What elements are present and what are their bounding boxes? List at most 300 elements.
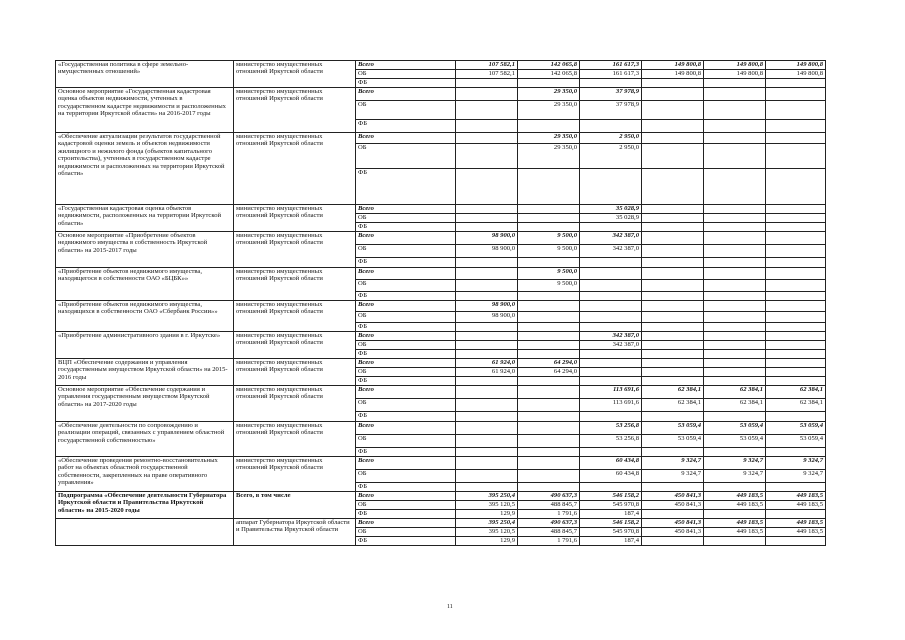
amount-cell: 1 791,6 — [518, 510, 580, 519]
amount-cell: 98 900,0 — [456, 245, 518, 258]
amount-cell: 64 294,0 — [518, 368, 580, 377]
amount-cell — [704, 120, 766, 133]
amount-cell — [456, 214, 518, 223]
measure-name — [56, 519, 234, 546]
amount-cell — [766, 537, 826, 546]
amount-cell: 342 387,0 — [580, 332, 642, 341]
measure-name: Основное мероприятие «Государственная кадастровая оценка объектов недвижимости, учтенных в государственном кадастре недвижимости и расположенных на территории Иркутской области» на 2016-2017 годы — [56, 88, 234, 133]
funding-source: ОБ — [356, 214, 456, 223]
responsible-executor: министерство имущественных отношений Иркутской области — [234, 457, 356, 492]
amount-cell — [704, 144, 766, 169]
amount-cell — [580, 483, 642, 492]
amount-cell — [456, 88, 518, 101]
amount-cell — [704, 133, 766, 144]
amount-cell — [456, 133, 518, 144]
amount-cell — [580, 412, 642, 422]
amount-cell: 60 434,8 — [580, 470, 642, 483]
table-row — [56, 61, 826, 70]
amount-cell — [642, 537, 704, 546]
measure-name: «Обеспечение деятельности по сопровождению и реализации операций, связанных с управлением областной государственной собственностью» — [56, 422, 234, 457]
amount-cell — [456, 223, 518, 232]
measure-name: «Государственная кадастровая оценка объектов недвижимости, расположенных на территории Иркутской области» — [56, 205, 234, 232]
amount-cell: 62 384,1 — [642, 399, 704, 412]
amount-cell — [518, 312, 580, 323]
amount-cell — [704, 101, 766, 120]
table-row — [56, 133, 826, 144]
amount-cell — [580, 323, 642, 332]
amount-cell — [704, 79, 766, 88]
amount-cell — [766, 483, 826, 492]
funding-source: Всего — [356, 386, 456, 399]
amount-cell — [456, 341, 518, 350]
responsible-executor: министерство имущественных отношений Иркутской области — [234, 386, 356, 422]
amount-cell — [518, 323, 580, 332]
amount-cell — [456, 470, 518, 483]
measure-name: «Государственная политика в сфере земельно-имущественных отношений» — [56, 61, 234, 88]
budget-table — [55, 60, 826, 546]
amount-cell: 490 637,3 — [518, 492, 580, 501]
amount-cell — [642, 258, 704, 268]
funding-source: ОБ — [356, 435, 456, 448]
amount-cell — [580, 258, 642, 268]
funding-source: Всего — [356, 205, 456, 214]
amount-cell: 35 028,9 — [580, 214, 642, 223]
amount-cell — [766, 323, 826, 332]
amount-cell — [766, 280, 826, 292]
amount-cell: 546 158,2 — [580, 519, 642, 528]
amount-cell — [766, 292, 826, 301]
amount-cell: 450 841,3 — [642, 501, 704, 510]
amount-cell — [518, 435, 580, 448]
amount-cell: 61 924,0 — [456, 368, 518, 377]
amount-cell: 53 256,8 — [580, 422, 642, 435]
amount-cell: 129,9 — [456, 510, 518, 519]
table-row — [56, 301, 826, 312]
amount-cell: 395 120,5 — [456, 501, 518, 510]
amount-cell: 449 183,5 — [704, 519, 766, 528]
amount-cell: 9 324,7 — [704, 470, 766, 483]
amount-cell — [518, 120, 580, 133]
amount-cell — [456, 144, 518, 169]
responsible-executor: Всего, в том числе — [234, 492, 356, 519]
amount-cell: 395 250,4 — [456, 519, 518, 528]
amount-cell — [642, 214, 704, 223]
page-number: 11 — [447, 604, 453, 610]
table-row — [56, 422, 826, 435]
table-row — [56, 457, 826, 470]
amount-cell: 449 183,5 — [704, 501, 766, 510]
amount-cell: 149 800,8 — [704, 70, 766, 79]
amount-cell — [456, 412, 518, 422]
amount-cell — [518, 470, 580, 483]
amount-cell — [642, 412, 704, 422]
funding-source: ОБ — [356, 144, 456, 169]
amount-cell — [704, 412, 766, 422]
amount-cell: 62 384,1 — [704, 386, 766, 399]
amount-cell — [456, 483, 518, 492]
amount-cell: 9 500,0 — [518, 245, 580, 258]
amount-cell — [456, 169, 518, 205]
amount-cell — [518, 483, 580, 492]
amount-cell: 449 183,5 — [704, 528, 766, 537]
funding-source: ОБ — [356, 312, 456, 323]
amount-cell: 53 256,8 — [580, 435, 642, 448]
amount-cell — [456, 268, 518, 280]
amount-cell — [642, 312, 704, 323]
funding-source: ОБ — [356, 528, 456, 537]
amount-cell: 53 059,4 — [704, 422, 766, 435]
responsible-executor: министерство имущественных отношений Иркутской области — [234, 232, 356, 268]
amount-cell — [642, 223, 704, 232]
amount-cell — [642, 359, 704, 368]
amount-cell: 449 183,5 — [766, 492, 826, 501]
amount-cell — [518, 301, 580, 312]
amount-cell: 161 617,3 — [580, 61, 642, 70]
amount-cell — [766, 245, 826, 258]
amount-cell: 9 324,7 — [766, 470, 826, 483]
responsible-executor: министерство имущественных отношений Иркутской области — [234, 133, 356, 205]
amount-cell — [518, 223, 580, 232]
amount-cell: 62 384,1 — [704, 399, 766, 412]
funding-source: ФБ — [356, 510, 456, 519]
amount-cell — [580, 268, 642, 280]
amount-cell: 113 691,6 — [580, 386, 642, 399]
amount-cell — [518, 448, 580, 457]
amount-cell: 490 637,3 — [518, 519, 580, 528]
amount-cell — [766, 377, 826, 386]
funding-source: ФБ — [356, 120, 456, 133]
table-row — [56, 386, 826, 399]
amount-cell — [766, 101, 826, 120]
table-row — [56, 359, 826, 368]
amount-cell: 395 250,4 — [456, 492, 518, 501]
measure-name: «Приобретение объектов недвижимого имущества, находящихся в собственности ОАО «Сбербанк России»» — [56, 301, 234, 332]
amount-cell — [456, 79, 518, 88]
amount-cell: 149 800,8 — [766, 70, 826, 79]
amount-cell — [456, 120, 518, 133]
measure-name: Основное мероприятие «Обеспечение содержания и управления государственным имуществом Иркутской области» на 2017-2020 годы — [56, 386, 234, 422]
amount-cell — [642, 245, 704, 258]
amount-cell — [518, 377, 580, 386]
amount-cell — [704, 245, 766, 258]
amount-cell — [704, 350, 766, 359]
amount-cell: 129,9 — [456, 537, 518, 546]
amount-cell — [642, 232, 704, 245]
funding-source: ФБ — [356, 412, 456, 422]
amount-cell — [518, 350, 580, 359]
funding-source: Всего — [356, 332, 456, 341]
amount-cell — [580, 350, 642, 359]
amount-cell — [642, 144, 704, 169]
funding-source: ФБ — [356, 292, 456, 301]
amount-cell — [642, 120, 704, 133]
responsible-executor: аппарат Губернатора Иркутской области и Правительства Иркутской области — [234, 519, 356, 546]
amount-cell — [580, 292, 642, 301]
amount-cell: 342 387,0 — [580, 232, 642, 245]
amount-cell — [642, 323, 704, 332]
amount-cell — [766, 359, 826, 368]
amount-cell: 37 978,9 — [580, 101, 642, 120]
amount-cell — [456, 101, 518, 120]
amount-cell — [456, 457, 518, 470]
amount-cell — [704, 268, 766, 280]
amount-cell — [766, 350, 826, 359]
amount-cell: 342 387,0 — [580, 245, 642, 258]
amount-cell — [766, 79, 826, 88]
table-row — [56, 332, 826, 341]
amount-cell: 37 978,9 — [580, 88, 642, 101]
amount-cell — [642, 133, 704, 144]
measure-name: «Обеспечение актуализации результатов государственной кадастровой оценки земель и объектов недвижимости жилищного и нежилого фонда (объектов капитального строительства), учтенных в государственном кадастре недвижимости и расположенных на территории Иркутской области» — [56, 133, 234, 205]
funding-source: ФБ — [356, 448, 456, 457]
funding-source: Всего — [356, 492, 456, 501]
funding-source: ОБ — [356, 70, 456, 79]
amount-cell — [766, 223, 826, 232]
amount-cell: 53 059,4 — [766, 435, 826, 448]
responsible-executor: министерство имущественных отношений Иркутской области — [234, 88, 356, 133]
funding-source: Всего — [356, 61, 456, 70]
amount-cell — [766, 144, 826, 169]
amount-cell — [580, 223, 642, 232]
amount-cell: 29 350,0 — [518, 144, 580, 169]
amount-cell: 449 183,5 — [766, 501, 826, 510]
amount-cell — [518, 205, 580, 214]
amount-cell: 149 800,8 — [642, 70, 704, 79]
amount-cell: 9 324,7 — [642, 457, 704, 470]
amount-cell — [518, 258, 580, 268]
amount-cell: 29 350,0 — [518, 101, 580, 120]
amount-cell: 9 500,0 — [518, 268, 580, 280]
amount-cell — [518, 422, 580, 435]
amount-cell — [518, 457, 580, 470]
funding-source: ОБ — [356, 101, 456, 120]
funding-source: ОБ — [356, 501, 456, 510]
amount-cell — [518, 169, 580, 205]
amount-cell: 342 387,0 — [580, 341, 642, 350]
responsible-executor: министерство имущественных отношений Иркутской области — [234, 422, 356, 457]
funding-source: Всего — [356, 359, 456, 368]
amount-cell — [642, 88, 704, 101]
amount-cell — [642, 377, 704, 386]
amount-cell: 450 841,3 — [642, 519, 704, 528]
amount-cell — [642, 301, 704, 312]
amount-cell — [642, 101, 704, 120]
amount-cell — [580, 312, 642, 323]
amount-cell — [456, 205, 518, 214]
amount-cell — [580, 359, 642, 368]
amount-cell — [456, 422, 518, 435]
amount-cell — [704, 169, 766, 205]
amount-cell — [704, 323, 766, 332]
funding-source: Всего — [356, 422, 456, 435]
amount-cell: 53 059,4 — [704, 435, 766, 448]
funding-source: Всего — [356, 519, 456, 528]
funding-source: ОБ — [356, 470, 456, 483]
funding-source: ФБ — [356, 258, 456, 268]
amount-cell: 488 845,7 — [518, 501, 580, 510]
amount-cell — [704, 292, 766, 301]
measure-name: «Обеспечение проведения ремонтно-восстановительных работ на объектах областной государственной собственности, закрепленных на праве оперативного управления» — [56, 457, 234, 492]
funding-source: ОБ — [356, 399, 456, 412]
amount-cell: 449 183,5 — [766, 519, 826, 528]
amount-cell — [456, 323, 518, 332]
funding-source: ОБ — [356, 280, 456, 292]
amount-cell — [580, 79, 642, 88]
amount-cell: 9 500,0 — [518, 232, 580, 245]
amount-cell: 29 350,0 — [518, 133, 580, 144]
funding-source: Всего — [356, 268, 456, 280]
amount-cell — [766, 301, 826, 312]
amount-cell — [704, 510, 766, 519]
amount-cell — [642, 169, 704, 205]
responsible-executor: министерство имущественных отношений Иркутской области — [234, 205, 356, 232]
amount-cell — [704, 232, 766, 245]
amount-cell — [456, 292, 518, 301]
amount-cell: 2 950,0 — [580, 133, 642, 144]
amount-cell — [580, 169, 642, 205]
responsible-executor: министерство имущественных отношений Иркутской области — [234, 268, 356, 301]
amount-cell: 98 900,0 — [456, 232, 518, 245]
amount-cell — [766, 88, 826, 101]
amount-cell: 450 841,3 — [642, 528, 704, 537]
funding-source: ФБ — [356, 537, 456, 546]
amount-cell — [456, 377, 518, 386]
amount-cell: 107 582,1 — [456, 61, 518, 70]
amount-cell: 545 970,8 — [580, 528, 642, 537]
amount-cell — [642, 332, 704, 341]
measure-name: Подпрограмма «Обеспечение деятельности Губернатора Иркутской области и Правительства Иркутской области» на 2015-2020 годы — [56, 492, 234, 519]
amount-cell: 450 841,3 — [642, 492, 704, 501]
amount-cell: 64 294,0 — [518, 359, 580, 368]
amount-cell: 1 791,6 — [518, 537, 580, 546]
funding-source: ОБ — [356, 341, 456, 350]
amount-cell: 449 183,5 — [704, 492, 766, 501]
amount-cell: 53 059,4 — [766, 422, 826, 435]
table-row — [56, 268, 826, 280]
amount-cell — [580, 120, 642, 133]
amount-cell — [642, 448, 704, 457]
amount-cell: 62 384,1 — [766, 386, 826, 399]
amount-cell — [456, 399, 518, 412]
amount-cell — [642, 350, 704, 359]
amount-cell: 35 028,9 — [580, 205, 642, 214]
amount-cell — [704, 205, 766, 214]
amount-cell — [642, 292, 704, 301]
amount-cell — [518, 412, 580, 422]
amount-cell — [704, 448, 766, 457]
amount-cell: 62 384,1 — [642, 386, 704, 399]
amount-cell — [456, 332, 518, 341]
amount-cell — [580, 448, 642, 457]
amount-cell: 149 800,8 — [704, 61, 766, 70]
amount-cell — [766, 268, 826, 280]
amount-cell — [704, 88, 766, 101]
amount-cell — [704, 332, 766, 341]
responsible-executor: министерство имущественных отношений Иркутской области — [234, 301, 356, 332]
amount-cell — [704, 280, 766, 292]
amount-cell — [766, 412, 826, 422]
amount-cell: 2 950,0 — [580, 144, 642, 169]
amount-cell — [580, 368, 642, 377]
amount-cell: 53 059,4 — [642, 422, 704, 435]
amount-cell — [766, 368, 826, 377]
funding-source: ФБ — [356, 483, 456, 492]
amount-cell: 142 065,8 — [518, 61, 580, 70]
amount-cell — [518, 79, 580, 88]
amount-cell: 29 350,0 — [518, 88, 580, 101]
funding-source: ФБ — [356, 169, 456, 205]
amount-cell: 187,4 — [580, 510, 642, 519]
amount-cell: 98 900,0 — [456, 301, 518, 312]
funding-source: ФБ — [356, 350, 456, 359]
amount-cell — [704, 223, 766, 232]
funding-source: Всего — [356, 232, 456, 245]
measure-name: «Приобретение административного здания в г. Иркутске» — [56, 332, 234, 359]
amount-cell — [580, 377, 642, 386]
amount-cell — [456, 448, 518, 457]
amount-cell — [704, 312, 766, 323]
amount-cell: 449 183,5 — [766, 528, 826, 537]
amount-cell: 9 324,7 — [642, 470, 704, 483]
amount-cell: 488 845,7 — [518, 528, 580, 537]
amount-cell — [642, 268, 704, 280]
funding-source: ФБ — [356, 323, 456, 332]
amount-cell — [456, 435, 518, 448]
amount-cell — [704, 368, 766, 377]
funding-source: ОБ — [356, 245, 456, 258]
amount-cell — [642, 483, 704, 492]
measure-name: Основное мероприятие «Приобретение объектов недвижимого имущества в собственность Иркутской области» на 2015-2017 годы — [56, 232, 234, 268]
funding-source: Всего — [356, 301, 456, 312]
amount-cell — [642, 510, 704, 519]
amount-cell — [518, 332, 580, 341]
amount-cell: 9 500,0 — [518, 280, 580, 292]
amount-cell — [518, 399, 580, 412]
amount-cell — [766, 214, 826, 223]
amount-cell — [580, 301, 642, 312]
amount-cell: 107 582,1 — [456, 70, 518, 79]
amount-cell — [518, 214, 580, 223]
amount-cell — [766, 510, 826, 519]
table-row — [56, 232, 826, 245]
amount-cell: 53 059,4 — [642, 435, 704, 448]
amount-cell — [766, 341, 826, 350]
table-row — [56, 88, 826, 101]
amount-cell: 60 434,8 — [580, 457, 642, 470]
amount-cell — [704, 537, 766, 546]
funding-source: Всего — [356, 88, 456, 101]
amount-cell: 62 384,1 — [766, 399, 826, 412]
amount-cell — [456, 386, 518, 399]
amount-cell — [456, 350, 518, 359]
amount-cell — [704, 258, 766, 268]
amount-cell — [766, 448, 826, 457]
amount-cell: 395 120,5 — [456, 528, 518, 537]
amount-cell: 142 065,8 — [518, 70, 580, 79]
measure-name: «Приобретение объектов недвижимого имущества, находящегося в собственности ОАО «БЦБК»» — [56, 268, 234, 301]
amount-cell — [518, 341, 580, 350]
amount-cell — [642, 280, 704, 292]
funding-source: ОБ — [356, 368, 456, 377]
amount-cell — [766, 120, 826, 133]
amount-cell: 9 324,7 — [704, 457, 766, 470]
responsible-executor: министерство имущественных отношений Иркутской области — [234, 359, 356, 386]
amount-cell — [704, 214, 766, 223]
amount-cell — [766, 332, 826, 341]
amount-cell — [766, 169, 826, 205]
amount-cell: 149 800,8 — [642, 61, 704, 70]
amount-cell — [456, 258, 518, 268]
